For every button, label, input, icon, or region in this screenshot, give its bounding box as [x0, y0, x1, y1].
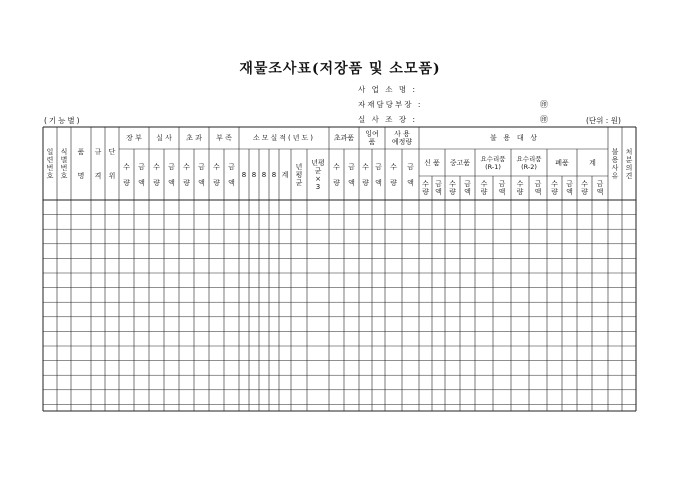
header-average-times-three: 년평 균 × 3	[311, 158, 325, 191]
survey-leader-label: 실 사 조 장 :	[358, 115, 418, 124]
header-unneeded-reason: 불 용 사 유	[611, 147, 619, 180]
header-year-4: 8	[271, 170, 277, 179]
header-unit: 단 위	[108, 147, 116, 180]
header-ledger-qty: 수 량	[123, 162, 130, 187]
currency-unit-note: (단위 : 원)	[586, 116, 621, 125]
header-surplus-qty: 수 량	[362, 162, 369, 187]
header-year-1: 8	[241, 170, 247, 179]
header-year-average: 년 평 균	[295, 162, 303, 187]
header-actual-amt: 금 액	[168, 162, 175, 187]
header-actual-survey: 실 사	[156, 134, 172, 142]
header-unneeded-qty: 수 량	[449, 180, 456, 196]
office-name-label: 사 업 소 명 :	[358, 85, 418, 94]
header-excess-item-amt: 금 액	[348, 162, 355, 187]
header-actual-qty: 수 량	[153, 162, 160, 187]
header-excess-item: 초과품	[333, 134, 355, 142]
header-unneeded-qty: 수 량	[422, 180, 429, 196]
header-shortage-qty: 수 량	[213, 162, 220, 187]
header-repair-r1: 요수리품 (R-1)	[480, 154, 506, 171]
header-serial-number: 일 련 번 호	[46, 147, 54, 180]
header-disposal-opinion: 처 분 의 견	[625, 147, 633, 180]
header-shortage: 부 족	[216, 134, 232, 142]
header-unneeded-target: 불 용 대 상	[489, 134, 538, 142]
header-unneeded-qty: 수 량	[581, 180, 588, 196]
seal-mark-leader: ㊞	[540, 115, 548, 124]
header-excess-qty: 수 량	[183, 162, 190, 187]
seal-mark-manager: ㊞	[540, 100, 548, 109]
header-planned-qty: 수 량	[390, 162, 397, 187]
header-consumption-record: 소모실적(년도)	[252, 134, 316, 142]
header-year-2: 8	[251, 170, 257, 179]
header-unneeded-amt: 금 액	[534, 180, 542, 196]
header-ledger: 장 부	[126, 134, 142, 142]
header-unneeded-amt: 금 액	[435, 180, 442, 196]
header-planned-use: 사 용 예정량	[391, 130, 413, 146]
header-unneeded-amt: 금 액	[596, 180, 604, 196]
header-repair-r2: 요수리품 (R-2)	[516, 154, 542, 171]
header-shortage-amt: 금 액	[228, 162, 235, 187]
header-excess: 초 과	[186, 134, 202, 142]
header-scrap: 폐품	[555, 158, 569, 167]
header-new-item: 신 품	[424, 158, 440, 167]
header-unneeded-amt: 금 액	[464, 180, 471, 196]
header-used-item: 중고품	[449, 158, 471, 167]
header-identification-number: 식 별 번 호	[60, 147, 68, 180]
header-unneeded-qty: 수 량	[516, 180, 524, 196]
header-unneeded-qty: 수 량	[480, 180, 488, 196]
header-surplus-amt: 금 액	[375, 162, 382, 187]
header-specification: 규 격	[94, 147, 102, 180]
header-unneeded-amt: 금 액	[498, 180, 506, 196]
header-excess-amt: 금 액	[198, 162, 205, 187]
header-unneeded-qty: 수 량	[551, 180, 558, 196]
header-surplus-item: 잉여 품	[365, 130, 379, 146]
material-manager-label: 자재담당부장 :	[358, 100, 423, 109]
form-title: 재물조사표(저장품 및 소모품)	[239, 61, 441, 77]
header-item-name: 품 명	[77, 147, 85, 180]
header-year-total: 계	[281, 170, 289, 179]
header-excess-item-qty: 수 량	[333, 162, 340, 187]
header-unneeded-amt: 금 액	[566, 180, 573, 196]
header-year-3: 8	[261, 170, 267, 179]
header-ledger-amt: 금 액	[138, 162, 145, 187]
header-planned-amt: 금 액	[407, 162, 414, 187]
classification-note: (기능별)	[44, 116, 82, 125]
header-unneeded-total: 계	[589, 158, 596, 167]
